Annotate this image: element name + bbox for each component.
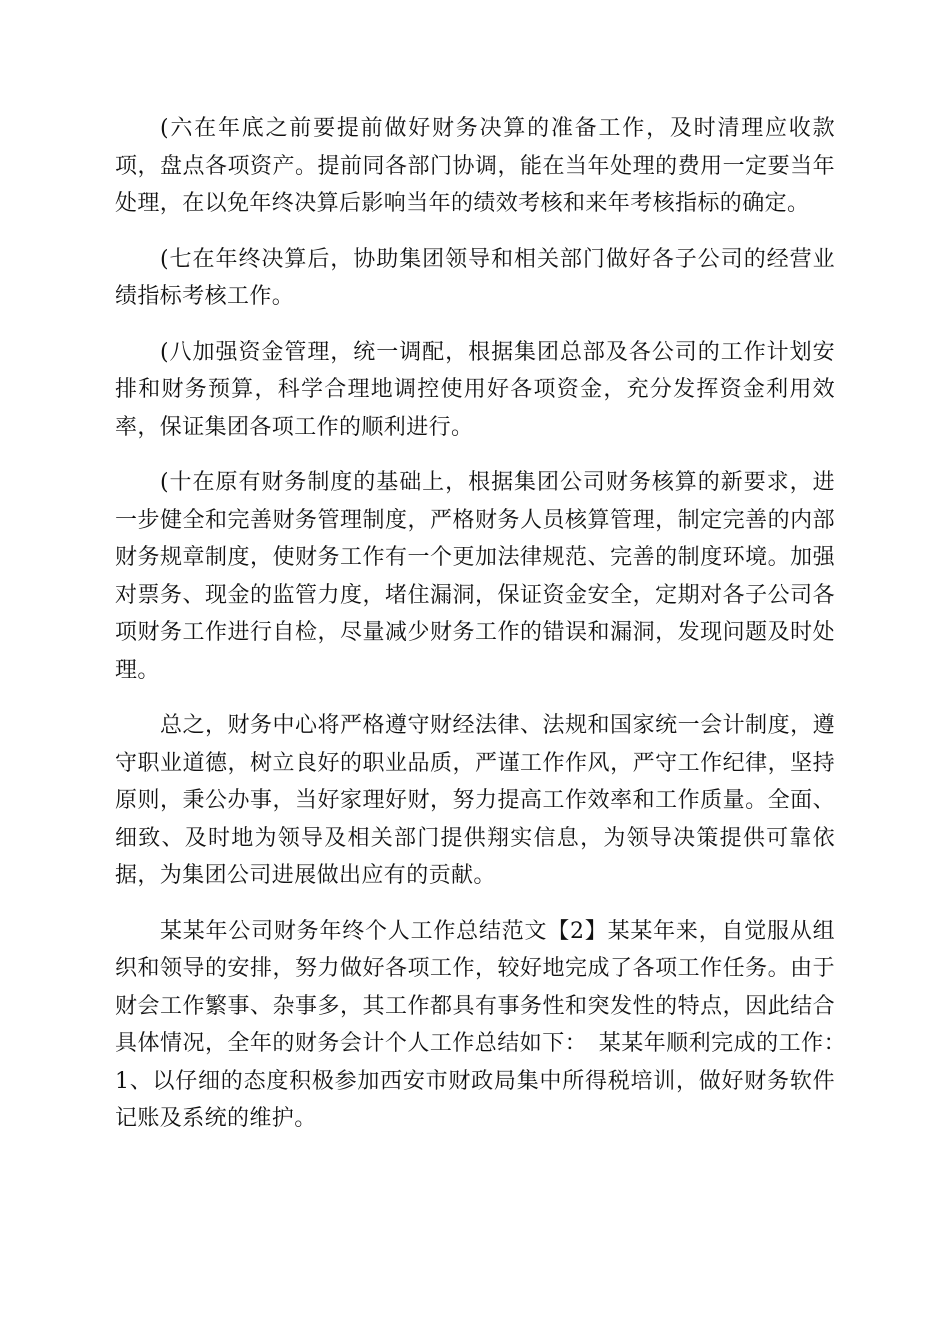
paragraph-item-10: (十在原有财务制度的基础上，根据集团公司财务核算的新要求，进一步健全和完善财务管理制度，严格财务人员核算管理，制定完善的内部财务规章制度，使财务工作有一个更加法律规范、完善的制度环境。加强对票务、现金的监管力度，堵住漏洞，保证资金安全，定期对各子公司各项财务工作进行自检，尽量减少财务工作的错误和漏洞，发现问题及时处理。 [115,470,835,683]
paragraph-item-8: (八加强资金管理，统一调配，根据集团总部及各公司的工作计划安排和财务预算，科学合理地调控使用好各项资金，充分发挥资金利用效率，保证集团各项工作的顺利进行。 [115,339,835,440]
paragraph-summary: 总之，财务中心将严格遵守财经法律、法规和国家统一会计制度，遵守职业道德，树立良好的职业品质，严谨工作作风，严守工作纪律，坚持原则，秉公办事，当好家理好财，努力提高工作效率和工作质量。全面、细致、及时地为领导及相关部门提供翔实信息，为领导决策提供可靠依据，为集团公司进展做出应有的贡献。 [115,713,835,888]
paragraph-item-7: (七在年终决算后，协助集团领导和相关部门做好各子公司的经营业绩指标考核工作。 [115,246,835,309]
paragraph-item-6: (六在年底之前要提前做好财务决算的准备工作，及时清理应收款项，盘点各项资产。提前同各部门协调，能在当年处理的费用一定要当年处理，在以免年终决算后影响当年的绩效考核和来年考核指标的确定。 [115,116,835,216]
document-body [115,110,858,1156]
paragraph-sample-2: 某某年公司财务年终个人工作总结范文【2】某某年来，自觉服从组织和领导的安排，努力做好各项工作，较好地完成了各项工作任务。由于财会工作繁事、杂事多，其工作都具有事务性和突发性的特点，因此结合具体情况，全年的财务会计个人工作总结如下： 某某年顺利完成的工作： 1、以仔细的态度积极参加西安市财政局集中所得税培训，做好财务软件记账及系统的维护。 [115,918,858,1131]
